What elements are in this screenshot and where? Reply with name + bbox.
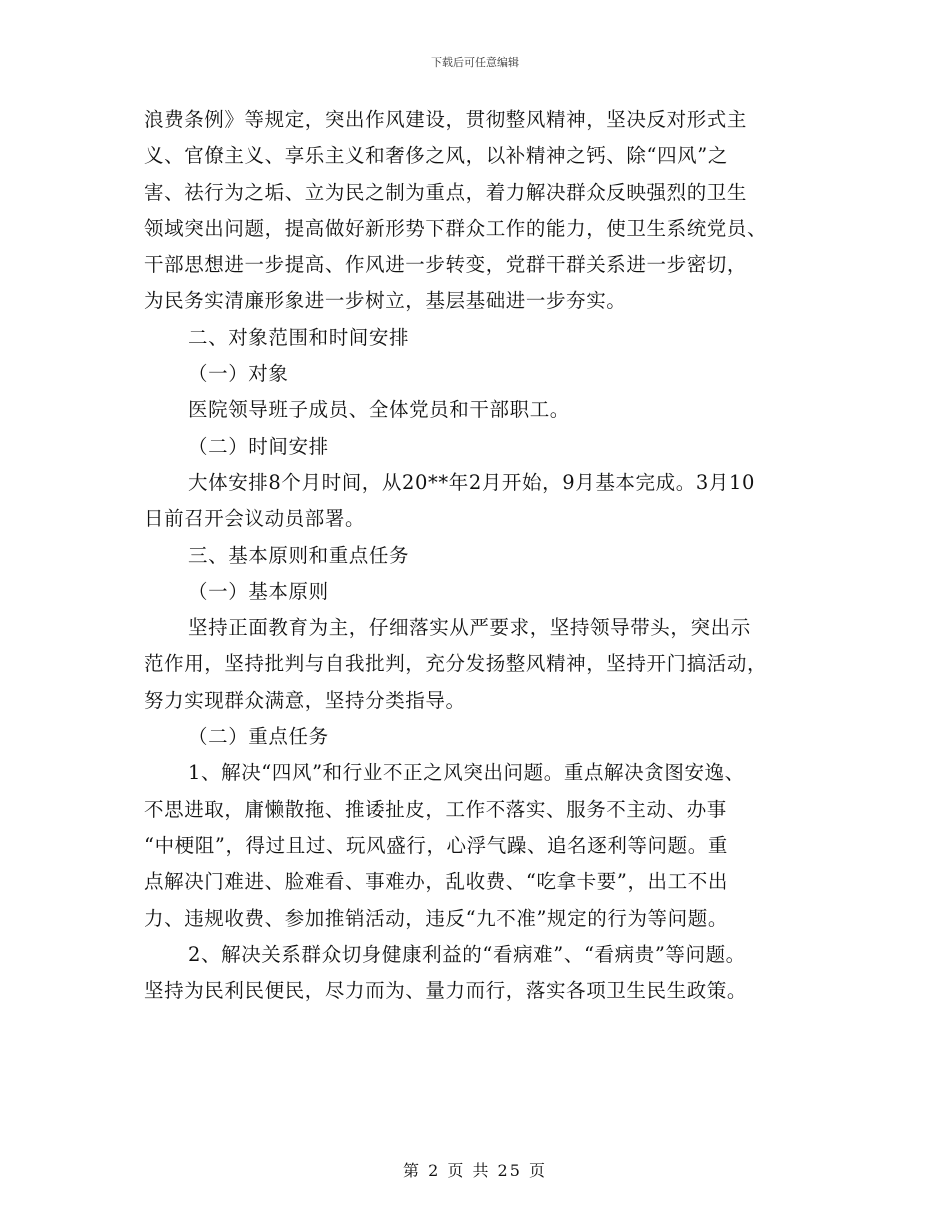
paragraph-line: “中梗阻”，得过且过、玩风盛行，心浮气躁、追名逐利等问题。重 [144,833,728,857]
paragraph-line: 大体安排8个月时间，从20**年2月开始，9月基本完成。3月10 [188,470,755,494]
paragraph-line: 努力实现群众满意，坚持分类指导。 [144,688,466,712]
paragraph-line: 医院领导班子成员、全体党员和干部职工。 [188,398,570,422]
paragraph-line: 领域突出问题，提高做好新形势下群众工作的能力，使卫生系统党员、 [144,216,768,240]
subsection-heading: （二）时间安排 [188,434,329,458]
paragraph-line: 力、违规收费、参加推销活动，违反“九不准”规定的行为等问题。 [144,906,728,930]
paragraph-line: 1、解决“四风”和行业不正之风突出问题。重点解决贪图安逸、 [188,761,745,785]
section-heading: 二、对象范围和时间安排 [188,325,410,349]
subsection-heading: （一）基本原则 [188,579,329,603]
paragraph-line: 害、祛行为之垢、立为民之制为重点，着力解决群众反映强烈的卫生 [144,180,748,204]
paragraph-line: 2、解决关系群众切身健康利益的“看病难”、“看病贵”等问题。 [188,942,746,966]
paragraph-line: 坚持正面教育为主，仔细落实从严要求，坚持领导带头，突出示 [188,616,751,640]
paragraph-line: 浪费条例》等规定，突出作风建设，贯彻整风精神，坚决反对形式主 [144,108,748,131]
paragraph-line: 点解决门难进、脸难看、事难办，乱收费、“吃拿卡要”，出工不出 [144,870,728,894]
page-number: 第 2 页 共 25 页 [403,1161,547,1180]
section-heading: 三、基本原则和重点任务 [188,543,410,567]
paragraph-line: 义、官僚主义、享乐主义和奢侈之风，以补精神之钙、除“四风”之 [144,144,728,168]
paragraph-line: 为民务实清廉形象进一步树立，基层基础进一步夯实。 [144,289,627,313]
subsection-heading: （一）对象 [188,362,289,386]
document-body [144,102,824,1009]
page-header: 下载后可任意编辑 [431,56,519,69]
paragraph-line: 范作用，坚持批判与自我批判，充分发扬整风精神，坚持开门搞活动， [144,652,768,676]
paragraph-line: 坚持为民利民便民，尽力而为、量力而行，落实各项卫生民生政策。 [144,979,748,1003]
subsection-heading: （二）重点任务 [188,725,329,749]
paragraph-line: 日前召开会议动员部署。 [144,507,366,531]
paragraph-line: 不思进取，庸懒散拖、推诿扯皮，工作不落实、服务不主动、办事 [144,797,727,821]
paragraph-line: 干部思想进一步提高、作风进一步转变，党群干群关系进一步密切， [144,253,748,277]
